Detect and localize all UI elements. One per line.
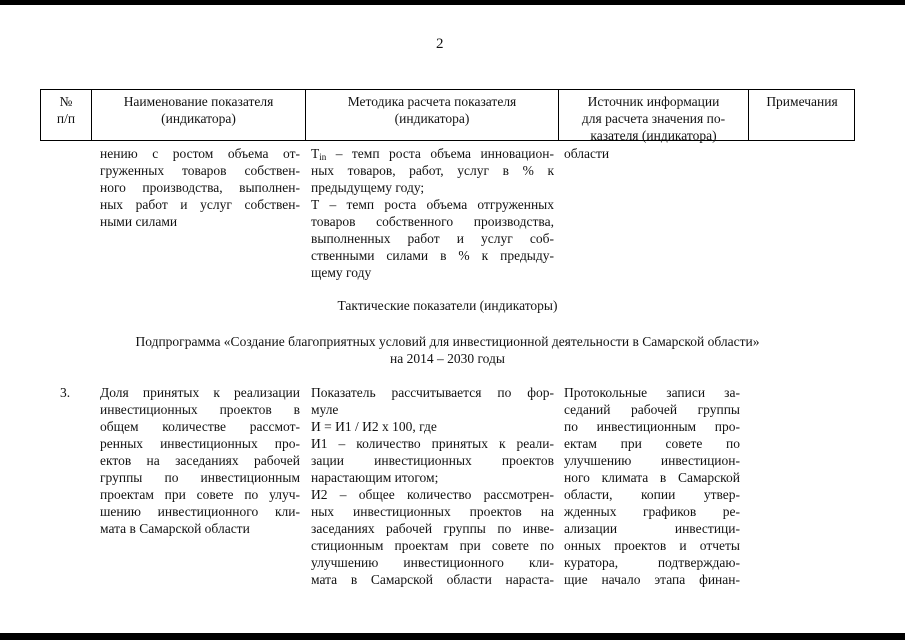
text-line: нарастающим итогом; <box>311 470 439 485</box>
page-number: 2 <box>436 36 444 52</box>
header-num <box>41 90 91 140</box>
text-line: ными силами <box>100 214 178 229</box>
top-border <box>0 0 905 5</box>
text-line: товаров собственного производства, <box>311 214 554 229</box>
text-line: нению с ростом объема от- <box>100 146 300 161</box>
row-number: 3. <box>60 385 71 400</box>
subprogram-title <box>40 333 855 367</box>
header-method-line: (индикатора) <box>394 111 470 126</box>
text-line: ренных инвестиционных про- <box>100 436 300 451</box>
text-line: Показатель рассчитывается по фор- <box>311 385 554 400</box>
text-line: груженных товаров собствен- <box>100 163 300 178</box>
text-line: ных работ и услуг собствен- <box>100 197 300 212</box>
text-line: ного производства, выполнен- <box>100 180 300 195</box>
text-line: улучшению инвестицион- <box>564 453 740 468</box>
text-line: улучшению инвестиционного кли- <box>311 555 554 570</box>
header-name <box>92 90 305 140</box>
header-source-line: казателя (индикатора) <box>590 128 717 143</box>
text-line: шению инвестиционного кли- <box>100 504 300 519</box>
text-line: Т – темп роста объема отгруженных <box>311 197 554 212</box>
text-line: щие начало этапа финан- <box>564 572 740 587</box>
header-source-line: для расчета значения по- <box>581 111 726 126</box>
continuation-method <box>311 145 554 281</box>
text-line: ных инвестиционных проектов на <box>311 504 554 519</box>
text-line: области <box>564 146 610 161</box>
header-num-line: № <box>59 94 73 109</box>
row3-source <box>564 384 740 588</box>
text-line: ализации инвестици- <box>564 521 740 536</box>
text-line: стиционным проектам при совете по <box>311 538 554 553</box>
text-line: выполненных работ и услуг соб- <box>311 231 554 246</box>
text-line: ектов на заседаниях рабочей <box>100 453 300 468</box>
text-line: жденных графиков ре- <box>564 504 740 519</box>
text-line: проектам при совете по улуч- <box>100 487 300 502</box>
header-num-line: п/п <box>56 111 76 126</box>
text-line: Доля принятых к реализации <box>100 385 300 400</box>
header-method <box>306 90 558 140</box>
header-notes: Примечания <box>766 94 838 109</box>
text-line <box>311 145 554 162</box>
text-line: Протокольные записи за- <box>564 385 740 400</box>
text-line: группы по инвестиционным <box>100 470 300 485</box>
text-line: седаний рабочей группы <box>564 402 740 417</box>
text-line: И1 – количество принятых к реали- <box>311 436 554 451</box>
row3-name <box>100 384 300 537</box>
text-line: щему году <box>311 265 372 280</box>
text-line: ектам при совете по <box>564 436 740 451</box>
symbol-t: T <box>311 146 320 161</box>
text-line: ственными силами в % к предыду- <box>311 248 554 263</box>
header-method-line: Методика расчета показателя <box>347 94 517 109</box>
subscript: in <box>319 152 327 162</box>
text-line: инвестиционных проектов в <box>100 402 300 417</box>
text-line: мата в Самарской области <box>100 521 250 536</box>
text-line: зации инвестиционных проектов <box>311 453 554 468</box>
text-line: на 2014 – 2030 годы <box>390 351 505 366</box>
header-name-line: Наименование показателя <box>123 94 274 109</box>
header-source-line: Источник информации <box>587 94 720 109</box>
text-line: онных проектов и отчеты <box>564 538 740 553</box>
text-line: И2 – общее количество рассмотрен- <box>311 487 554 502</box>
text-line: ных товаров, работ, услуг в % к <box>311 163 554 178</box>
continuation-name <box>100 145 300 230</box>
text-line: по инвестиционным про- <box>564 419 740 434</box>
text-line: заседаниях рабочей группы по инве- <box>311 521 554 536</box>
text-line: ного климата в Самарской <box>564 470 740 485</box>
text-line: муле <box>311 402 339 417</box>
section-title: Тактические показатели (индикаторы) <box>337 298 558 313</box>
header-name-line: (индикатора) <box>161 111 236 126</box>
continuation-source <box>564 145 740 162</box>
text-line: области, копии утвер- <box>564 487 740 502</box>
text-line: мата в Самарской области нараста- <box>311 572 554 587</box>
bottom-border <box>0 633 905 640</box>
header-source <box>559 90 748 143</box>
text-fragment: – темп роста объема инновацион- <box>326 146 554 161</box>
row3-method <box>311 384 554 588</box>
text-line: Подпрограмма «Создание благоприятных условий для инвестиционной деятельности в Самарской области» <box>135 334 760 349</box>
text-line: предыдущему году; <box>311 180 425 195</box>
text-line: общем количестве рассмот- <box>100 419 300 434</box>
table-header <box>40 89 855 141</box>
formula: И = И1 / И2 х 100, где <box>311 419 437 434</box>
text-line: куратора, подтверждаю- <box>564 555 740 570</box>
